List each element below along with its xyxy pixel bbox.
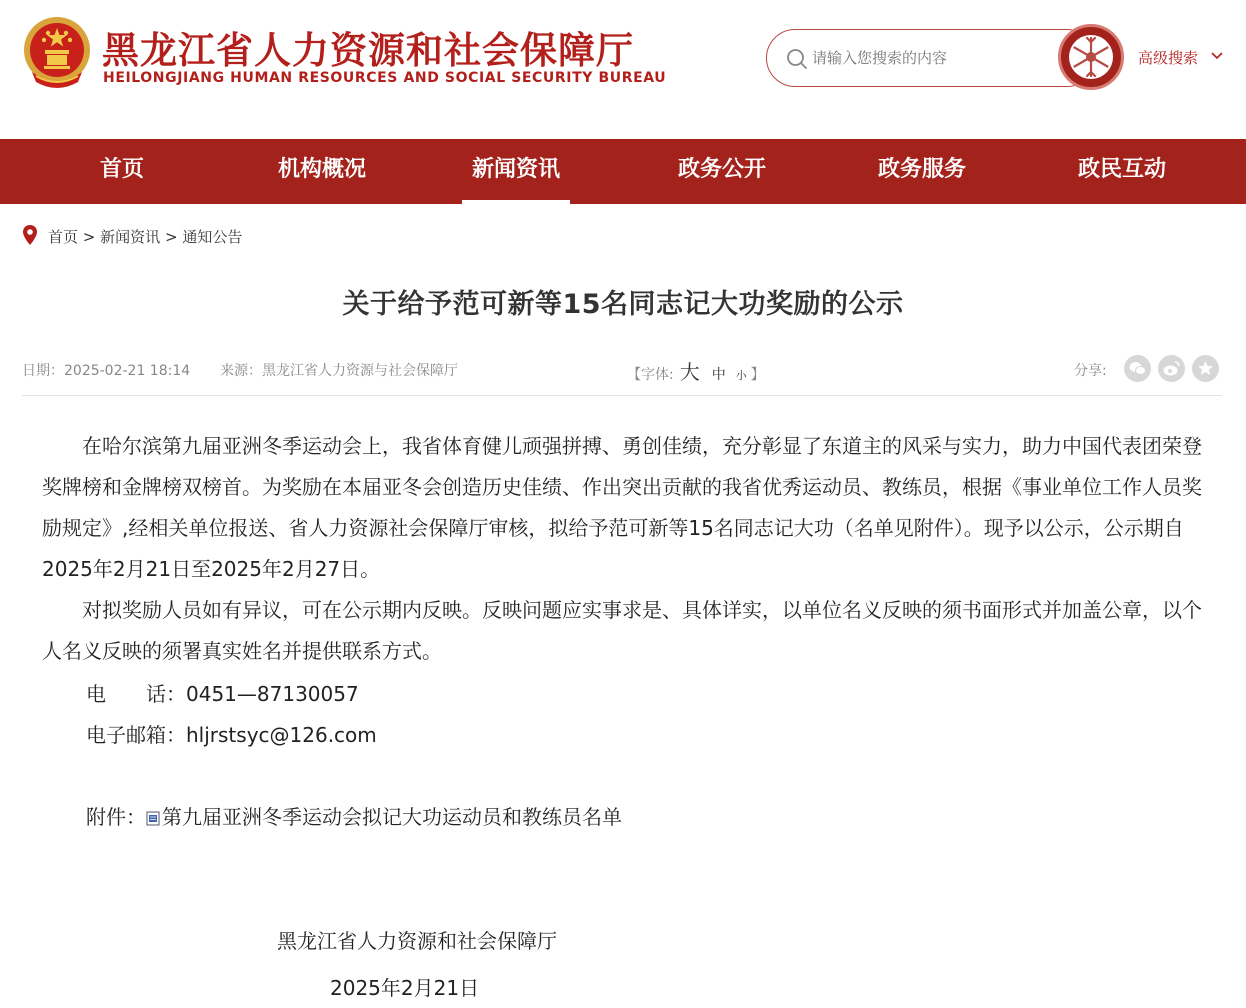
- font-size-label: 【字体:: [627, 367, 674, 383]
- nav-item-gov-info[interactable]: 政务公开: [677, 157, 766, 182]
- attachment-label: 附件：: [86, 805, 146, 829]
- document-icon: [146, 811, 160, 826]
- weibo-icon: [1158, 355, 1185, 382]
- article-paragraph: 对拟奖励人员如有异议，可在公示期内反映。反映问题应实事求是、具体详实，以单位名义反映的须书面形式并加盖公章，以个人名义反映的须署真实姓名并提供联系方式。: [42, 598, 1202, 663]
- font-size-switcher: [627, 356, 765, 385]
- nav-item-about[interactable]: 机构概况: [277, 157, 366, 182]
- site-header: [0, 0, 1246, 138]
- site-title-english: HEILONGJIANG HUMAN RESOURCES AND SOCIAL SECURITY BUREAU: [103, 70, 667, 86]
- font-size-medium[interactable]: 中: [711, 367, 726, 383]
- search-button[interactable]: [1058, 24, 1124, 90]
- contact-email: 电子邮箱：hljrstsyc@126.com: [86, 723, 377, 747]
- breadcrumb-separator: >: [164, 228, 178, 246]
- article-paragraph: 在哈尔滨第九届亚洲冬季运动会上，我省体育健儿顽强拼搏、勇创佳绩，充分彰显了东道主的风采与实力，助力中国代表团荣登奖牌榜和金牌榜双榜首。为奖励在本届亚冬会创造历史佳绩、作出突出贡献的我省优秀运动员、教练员，根据《事业单位工作人员奖励规定》,经相关单位报送、省人力资源社会保障厅审核，拟给予范可新等15名同志记大功（名单见附件）。现予以公示，公示期自2025年2月21日至2025年2月27日。: [42, 434, 1202, 581]
- location-pin-icon: [22, 224, 38, 246]
- share-weibo-button[interactable]: [1158, 355, 1185, 382]
- site-title: 黑龙江省人力资源和社会保障厅: [102, 29, 634, 72]
- publish-date: 日期：2025-02-21 18:14: [22, 363, 191, 379]
- nav-item-gov-service[interactable]: 政务服务: [877, 157, 966, 182]
- nav-item-home[interactable]: 首页: [99, 157, 144, 182]
- article-body: [42, 426, 1206, 672]
- attachment: [86, 801, 622, 830]
- share-favorite-button[interactable]: [1192, 355, 1219, 382]
- nav-item-news[interactable]: 新闻资讯: [462, 139, 570, 204]
- article-source: 来源：黑龙江省人力资源与社会保障厅: [220, 363, 458, 379]
- nav-item-interaction[interactable]: 政民互动: [1077, 157, 1166, 182]
- wechat-icon: [1124, 355, 1151, 382]
- breadcrumb-separator: >: [82, 228, 96, 246]
- contact-phone: 电 话：0451—87130057: [86, 682, 359, 706]
- article-meta: [22, 352, 1222, 396]
- chevron-down-icon[interactable]: [1210, 50, 1224, 62]
- breadcrumb-news[interactable]: 新闻资讯: [100, 228, 161, 246]
- signature-organization: 黑龙江省人力资源和社会保障厅: [277, 929, 557, 953]
- breadcrumb-notices[interactable]: 通知公告: [182, 228, 243, 246]
- article-title: 关于给予范可新等15名同志记大功奖励的公示: [342, 289, 904, 320]
- star-icon: [1192, 355, 1219, 382]
- attachment-link[interactable]: 第九届亚洲冬季运动会拟记大功运动员和教练员名单: [162, 805, 622, 829]
- share-label: 分享:: [1074, 363, 1107, 379]
- snowflake-icon: [1061, 27, 1121, 87]
- font-size-small[interactable]: 小: [735, 369, 747, 382]
- search-input[interactable]: [812, 44, 1048, 72]
- breadcrumb: [48, 226, 242, 247]
- search-icon: [786, 48, 808, 70]
- font-size-large[interactable]: 大: [679, 360, 700, 384]
- national-emblem-icon: [22, 14, 92, 90]
- advanced-search-link[interactable]: 高级搜索: [1138, 49, 1199, 67]
- breadcrumb-home[interactable]: 首页: [48, 228, 79, 246]
- signature-date: 2025年2月21日: [330, 976, 480, 1000]
- font-size-close: 】: [750, 367, 765, 383]
- main-nav: [0, 139, 1246, 204]
- share-wechat-button[interactable]: [1124, 355, 1151, 382]
